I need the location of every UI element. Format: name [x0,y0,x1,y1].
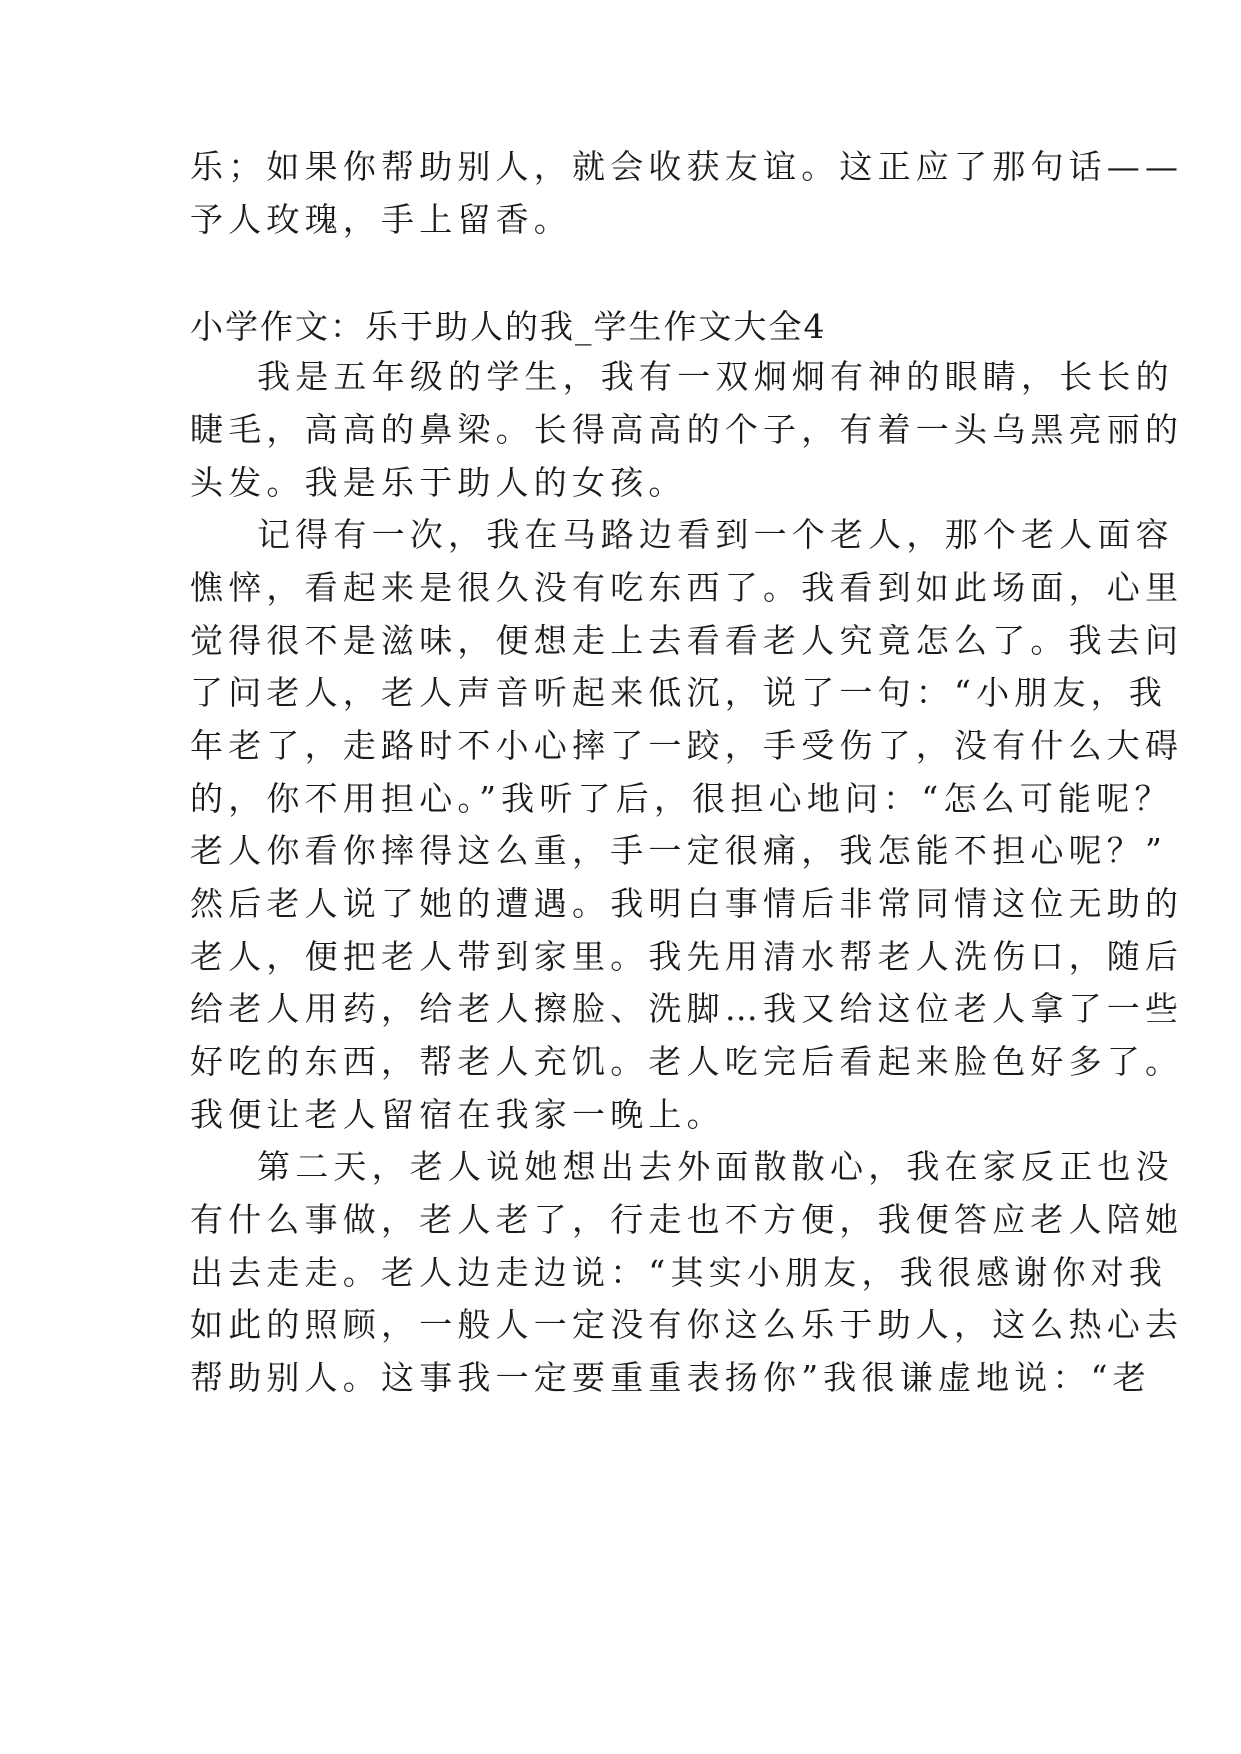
paragraph2-line-2: 憔悴，看起来是很久没有吃东西了。我看到如此场面，心里 [190,568,1184,607]
paragraph2-line-8: 然后老人说了她的遭遇。我明白事情后非常同情这位无助的 [190,884,1184,923]
paragraph2-line-4: 了问老人，老人声音听起来低沉，说了一句：“小朋友，我 [190,673,1168,712]
paragraph2-line-5: 年老了，走路时不小心摔了一跤，手受伤了，没有什么大碍 [190,726,1184,765]
paragraph2-line-12: 我便让老人留宿在我家一晚上。 [190,1095,725,1134]
intro-line-1: 乐；如果你帮助别人，就会收获友谊。这正应了那句话—— [190,147,1184,186]
paragraph2-line-7: 老人你看你摔得这么重，手一定很痛，我怎能不担心呢？” [190,831,1168,870]
paragraph1-line-2: 睫毛，高高的鼻梁。长得高高的个子，有着一头乌黑亮丽的 [190,410,1184,449]
paragraph3-line-4: 如此的照顾，一般人一定没有你这么乐于助人，这么热心去 [190,1305,1184,1344]
paragraph3-line-1: 第二天，老人说她想出去外面散散心，我在家反正也没 [257,1147,1174,1186]
paragraph1-line-3: 头发。我是乐于助人的女孩。 [190,463,687,502]
paragraph2-line-10: 给老人用药，给老人擦脸、洗脚…我又给这位老人拿了一些 [190,989,1184,1028]
article-heading: 小学作文：乐于助人的我_学生作文大全4 [190,307,827,346]
paragraph3-line-5: 帮助别人。这事我一定要重重表扬你”我很谦虚地说：“老 [190,1358,1151,1397]
paragraph2-line-9: 老人，便把老人带到家里。我先用清水帮老人洗伤口，随后 [190,937,1184,976]
paragraph2-line-1: 记得有一次，我在马路边看到一个老人，那个老人面容 [257,515,1174,554]
paragraph3-line-2: 有什么事做，老人老了，行走也不方便，我便答应老人陪她 [190,1200,1184,1239]
paragraph2-line-3: 觉得很不是滋味，便想走上去看看老人究竟怎么了。我去问 [190,621,1184,660]
paragraph1-line-1: 我是五年级的学生，我有一双炯炯有神的眼睛，长长的 [257,357,1174,396]
paragraph2-line-6: 的，你不用担心。”我听了后，很担心地问：“怎么可能呢？ [190,779,1173,818]
paragraph3-line-3: 出去走走。老人边走边说：“其实小朋友，我很感谢你对我 [190,1253,1168,1292]
paragraph2-line-11: 好吃的东西，帮老人充饥。老人吃完后看起来脸色好多了。 [190,1042,1184,1081]
intro-line-2: 予人玫瑰，手上留香。 [190,200,572,239]
